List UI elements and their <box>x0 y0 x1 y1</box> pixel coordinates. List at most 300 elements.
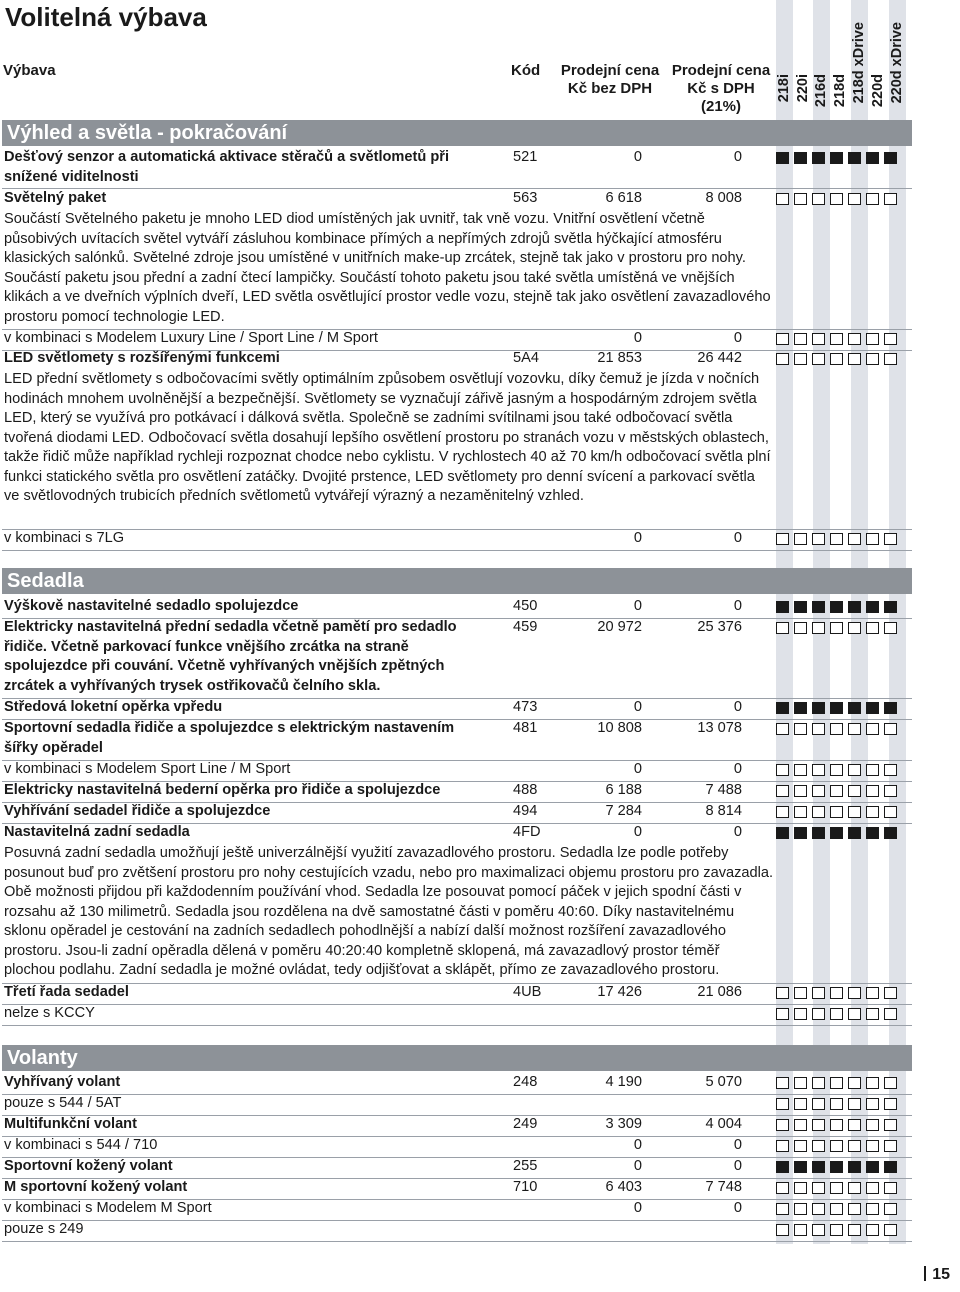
option-title: Nastavitelná zadní sedadla <box>4 824 190 840</box>
optional-equipment-box <box>776 723 789 735</box>
option-price1: 17 426 <box>597 984 642 1000</box>
standard-equipment-box <box>884 827 897 839</box>
optional-equipment-box <box>794 1140 807 1152</box>
option-title: Výškově nastavitelné sedadlo spolujezdce <box>4 598 299 614</box>
standard-equipment-box <box>866 1161 879 1173</box>
optional-equipment-box <box>866 333 879 345</box>
option-description: Posuvná zadní sedadla umožňují ještě univerzálnější využití zavazadlového prostoru. Sedadla lze podle potřeby posunout buď pro zvětšení prostoru pro nohy cestujících vzadu, nebo pro maximalizaci objemu prostoru pro zavazadla. Obě možnosti přijdou při každodenním používání vhod. Sedadla lze posouvat pomocí páček v jejich spodní části v rozsahu až 130 milimetrů. Sedadla jsou rozdělena na dvě samostatné části v poměru 40:60. Díky nastavitelnému sklonu opěradel je cestování na zadních sedadlech pohodlnější a nabízí další možnost rozšíření zavazadlového prostoru. Jsou-li zadní opěradla dělená v poměru 40:20:40 kompletně sklopená, má zavazadlový prostor téměř plochou podlahu. Zadní sedadla je možné ovládat, tedy odjišťovat a sklápět, přímo ze zavazadlového prostoru. <box>4 845 774 978</box>
optional-equipment-box <box>848 1140 861 1152</box>
optional-equipment-box <box>812 193 825 205</box>
option-price1: 0 <box>633 824 642 840</box>
standard-equipment-box <box>812 827 825 839</box>
option-price2: 0 <box>733 1158 742 1174</box>
optional-equipment-box <box>884 193 897 205</box>
option-row <box>2 823 912 984</box>
model-label: 218d xDrive <box>851 22 867 104</box>
optional-equipment-box <box>776 1140 789 1152</box>
option-price1: 21 853 <box>597 350 642 366</box>
option-title: Multifunkční volant <box>4 1116 137 1132</box>
optional-equipment-box <box>884 785 897 797</box>
option-title: v kombinaci s Modelem Sport Line / M Sport <box>4 761 291 777</box>
option-row <box>2 597 912 619</box>
page-number-text: 15 <box>932 1266 950 1283</box>
option-code: 4FD <box>513 824 541 840</box>
optional-equipment-box <box>848 533 861 545</box>
optional-equipment-box <box>812 333 825 345</box>
optional-equipment-box <box>794 622 807 634</box>
option-price1: 20 972 <box>597 619 642 635</box>
standard-equipment-box <box>794 601 807 613</box>
standard-equipment-box <box>848 601 861 613</box>
optional-equipment-box <box>884 1008 897 1020</box>
option-code: 473 <box>513 699 538 715</box>
availability-marks <box>776 353 902 365</box>
option-row <box>2 1115 912 1137</box>
option-price1: 6 188 <box>605 782 642 798</box>
optional-equipment-box <box>848 1077 861 1089</box>
optional-equipment-box <box>812 1203 825 1215</box>
option-row <box>2 148 912 189</box>
optional-equipment-box <box>812 806 825 818</box>
option-price2: 0 <box>733 1137 742 1153</box>
optional-equipment-box <box>776 1077 789 1089</box>
optional-equipment-box <box>830 785 843 797</box>
optional-equipment-box <box>884 1182 897 1194</box>
availability-marks <box>776 827 902 839</box>
option-title: v kombinaci s 7LG <box>4 530 125 546</box>
option-price2: 0 <box>733 1200 742 1216</box>
option-price2: 0 <box>733 330 742 346</box>
availability-marks <box>776 1098 902 1110</box>
option-code: 249 <box>513 1116 538 1132</box>
option-title: Elektricky nastavitelná přední sedadla včetně pamětí pro sedadlo řidiče. Včetně parkovací funkce vnějšího zrcátka na straně spolujezdce při couvání. Včetně vyhřívaných vnějších zpětných zrcátek a vyhřívaných trysek ostřikovačů čelního skla. <box>4 619 457 694</box>
option-code: 459 <box>513 619 538 635</box>
availability-marks <box>776 987 902 999</box>
optional-equipment-box <box>848 764 861 776</box>
option-price2: 7 488 <box>705 782 742 798</box>
option-price1: 4 190 <box>605 1074 642 1090</box>
optional-equipment-box <box>794 1182 807 1194</box>
optional-equipment-box <box>776 785 789 797</box>
header-vybava: Výbava <box>3 62 56 79</box>
optional-equipment-box <box>794 723 807 735</box>
optional-equipment-box <box>884 806 897 818</box>
standard-equipment-box <box>848 702 861 714</box>
optional-equipment-box <box>794 1224 807 1236</box>
optional-equipment-box <box>848 1182 861 1194</box>
section-header: Sedadla <box>2 568 912 594</box>
optional-equipment-box <box>776 1224 789 1236</box>
optional-equipment-box <box>776 333 789 345</box>
optional-equipment-box <box>848 333 861 345</box>
model-label: 218i <box>776 74 792 103</box>
optional-equipment-box <box>794 987 807 999</box>
model-label: 220d <box>870 74 886 108</box>
section-header: Volanty <box>2 1045 912 1071</box>
optional-equipment-box <box>848 806 861 818</box>
availability-marks <box>776 1161 902 1173</box>
optional-equipment-box <box>830 1077 843 1089</box>
option-price2: 0 <box>733 699 742 715</box>
standard-equipment-box <box>812 702 825 714</box>
standard-equipment-box <box>776 152 789 164</box>
option-price2: 26 442 <box>697 350 742 366</box>
optional-equipment-box <box>776 764 789 776</box>
standard-equipment-box <box>866 601 879 613</box>
optional-equipment-box <box>884 723 897 735</box>
option-row <box>2 698 912 720</box>
option-code: 5A4 <box>513 350 539 366</box>
option-row <box>2 1220 912 1242</box>
option-price2: 8 008 <box>705 190 742 206</box>
optional-equipment-box <box>848 1098 861 1110</box>
standard-equipment-box <box>830 152 843 164</box>
optional-equipment-box <box>866 1077 879 1089</box>
optional-equipment-box <box>884 353 897 365</box>
optional-equipment-box <box>794 1008 807 1020</box>
optional-equipment-box <box>830 1203 843 1215</box>
option-price2: 0 <box>733 149 742 165</box>
option-row <box>2 1199 912 1221</box>
option-row <box>2 618 912 699</box>
option-title: v kombinaci s Modelem M Sport <box>4 1200 212 1216</box>
optional-equipment-box <box>866 987 879 999</box>
option-price2: 25 376 <box>697 619 742 635</box>
option-row <box>2 1094 912 1116</box>
option-price2: 0 <box>733 824 742 840</box>
optional-equipment-box <box>884 1140 897 1152</box>
availability-marks <box>776 806 902 818</box>
option-price1: 0 <box>633 1200 642 1216</box>
option-code: 481 <box>513 720 538 736</box>
optional-equipment-box <box>884 1098 897 1110</box>
optional-equipment-box <box>848 353 861 365</box>
option-row <box>2 1157 912 1179</box>
option-description: Součástí Světelného paketu je mnoho LED diod umístěných jak uvnitř, tak vně vozu. Vnitřní osvětlení včetně působivých uvítacích světel vytváří zásluhou kombinace přímých a nepřímých zdrojů světla hýčkající atmosféru klasických salónků. Světelné zdroje jsou umístěné v unitřních make-up zrcátek, stejně tak jako v prostoru pro nohy. Součástí paketu jsou přední a zadní čtecí lampičky. Součástí tohoto paketu jsou také světla umístěná ve vnějších klikách a ve dveřních výplních dveří, LED světla osvětlující prostor vedle vozu, stejně tak jako osvětlení zavazadlového prostoru pomocí technologie LED. <box>4 211 771 325</box>
optional-equipment-box <box>848 987 861 999</box>
option-price2: 0 <box>733 761 742 777</box>
optional-equipment-box <box>812 353 825 365</box>
optional-equipment-box <box>830 1140 843 1152</box>
standard-equipment-box <box>830 1161 843 1173</box>
option-code: 488 <box>513 782 538 798</box>
model-label: 220i <box>795 74 811 103</box>
option-title: Světelný paket <box>4 190 107 206</box>
page-title: Volitelná výbava <box>5 2 207 32</box>
optional-equipment-box <box>812 1008 825 1020</box>
option-row <box>2 529 912 551</box>
optional-equipment-box <box>884 1119 897 1131</box>
availability-marks <box>776 152 902 164</box>
availability-marks <box>776 622 902 634</box>
optional-equipment-box <box>830 533 843 545</box>
option-code: 450 <box>513 598 538 614</box>
option-title: pouze s 249 <box>4 1221 84 1237</box>
standard-equipment-box <box>866 827 879 839</box>
availability-marks <box>776 533 902 545</box>
optional-equipment-box <box>830 1098 843 1110</box>
standard-equipment-box <box>812 1161 825 1173</box>
standard-equipment-box <box>848 827 861 839</box>
optional-equipment-box <box>866 1119 879 1131</box>
option-title: Sportovní sedadla řidiče a spolujezdce s elektrickým nastavením šířky opěradel <box>4 720 455 756</box>
option-price2: 21 086 <box>697 984 742 1000</box>
availability-marks <box>776 1224 902 1236</box>
option-price2: 0 <box>733 598 742 614</box>
optional-equipment-box <box>884 764 897 776</box>
optional-equipment-box <box>794 764 807 776</box>
option-price1: 0 <box>633 699 642 715</box>
option-price2: 8 814 <box>705 803 742 819</box>
optional-equipment-box <box>830 622 843 634</box>
optional-equipment-box <box>830 1119 843 1131</box>
standard-equipment-box <box>776 827 789 839</box>
option-title: LED světlomety s rozšířenými funkcemi <box>4 350 280 366</box>
optional-equipment-box <box>776 987 789 999</box>
option-code: 563 <box>513 190 538 206</box>
optional-equipment-box <box>884 533 897 545</box>
option-title: Vyhřívání sedadel řidiče a spolujezdce <box>4 803 271 819</box>
optional-equipment-box <box>884 333 897 345</box>
optional-equipment-box <box>812 1182 825 1194</box>
option-price1: 0 <box>633 1137 642 1153</box>
availability-marks <box>776 1119 902 1131</box>
optional-equipment-box <box>794 533 807 545</box>
standard-equipment-box <box>830 702 843 714</box>
optional-equipment-box <box>848 785 861 797</box>
model-label: 220d xDrive <box>889 22 905 104</box>
standard-equipment-box <box>776 1161 789 1173</box>
optional-equipment-box <box>812 1077 825 1089</box>
option-row <box>2 1178 912 1200</box>
standard-equipment-box <box>848 1161 861 1173</box>
optional-equipment-box <box>794 1203 807 1215</box>
option-price1: 7 284 <box>605 803 642 819</box>
standard-equipment-box <box>776 702 789 714</box>
optional-equipment-box <box>776 622 789 634</box>
optional-equipment-box <box>884 1203 897 1215</box>
optional-equipment-box <box>884 1077 897 1089</box>
option-price2: 0 <box>733 530 742 546</box>
optional-equipment-box <box>830 764 843 776</box>
option-title: v kombinaci s 544 / 710 <box>4 1137 158 1153</box>
optional-equipment-box <box>794 1098 807 1110</box>
model-label: 218d <box>832 74 848 108</box>
optional-equipment-box <box>812 533 825 545</box>
optional-equipment-box <box>866 1098 879 1110</box>
standard-equipment-box <box>866 702 879 714</box>
header-kod: Kód <box>511 62 541 79</box>
standard-equipment-box <box>776 601 789 613</box>
optional-equipment-box <box>848 1119 861 1131</box>
optional-equipment-box <box>848 193 861 205</box>
header-price-without-vat: Prodejní cena Kč bez DPH <box>560 62 660 97</box>
option-row <box>2 1136 912 1158</box>
model-label: 216d <box>813 74 829 108</box>
option-price1: 6 403 <box>605 1179 642 1195</box>
option-title: nelze s KCCY <box>4 1005 95 1021</box>
optional-equipment-box <box>776 193 789 205</box>
option-title: Sportovní kožený volant <box>4 1158 173 1174</box>
optional-equipment-box <box>866 1008 879 1020</box>
optional-equipment-box <box>794 1077 807 1089</box>
optional-equipment-box <box>776 1119 789 1131</box>
standard-equipment-box <box>812 152 825 164</box>
optional-equipment-box <box>794 806 807 818</box>
option-title: Elektricky nastavitelná bederní opěrka pro řidiče a spolujezdce <box>4 782 441 798</box>
optional-equipment-box <box>812 785 825 797</box>
optional-equipment-box <box>830 723 843 735</box>
standard-equipment-box <box>794 827 807 839</box>
optional-equipment-box <box>776 1008 789 1020</box>
optional-equipment-box <box>866 1140 879 1152</box>
option-title: Dešťový senzor a automatická aktivace stěračů a světlometů při snížené viditelnosti <box>4 149 450 185</box>
option-code: 255 <box>513 1158 538 1174</box>
availability-marks <box>776 193 902 205</box>
standard-equipment-box <box>866 152 879 164</box>
optional-equipment-box <box>866 1182 879 1194</box>
optional-equipment-box <box>776 1182 789 1194</box>
optional-equipment-box <box>848 622 861 634</box>
option-title: Vyhřívaný volant <box>4 1074 121 1090</box>
page-number-bar <box>924 1266 926 1281</box>
availability-marks <box>776 1140 902 1152</box>
option-row <box>2 760 912 782</box>
availability-marks <box>776 1077 902 1089</box>
standard-equipment-box <box>794 702 807 714</box>
optional-equipment-box <box>830 1224 843 1236</box>
optional-equipment-box <box>794 785 807 797</box>
optional-equipment-box <box>884 987 897 999</box>
optional-equipment-box <box>830 1182 843 1194</box>
standard-equipment-box <box>848 152 861 164</box>
optional-equipment-box <box>812 1224 825 1236</box>
optional-equipment-box <box>848 1008 861 1020</box>
optional-equipment-box <box>812 987 825 999</box>
option-price2: 7 748 <box>705 1179 742 1195</box>
optional-equipment-box <box>830 193 843 205</box>
standard-equipment-box <box>812 601 825 613</box>
option-price1: 0 <box>633 330 642 346</box>
optional-equipment-box <box>866 785 879 797</box>
availability-marks <box>776 1203 902 1215</box>
optional-equipment-box <box>848 1224 861 1236</box>
optional-equipment-box <box>866 764 879 776</box>
availability-marks <box>776 785 902 797</box>
option-row <box>2 1073 912 1095</box>
option-row <box>2 349 912 530</box>
availability-marks <box>776 333 902 345</box>
optional-equipment-box <box>830 333 843 345</box>
option-code: 4UB <box>513 984 542 1000</box>
option-row <box>2 802 912 824</box>
optional-equipment-box <box>866 1224 879 1236</box>
optional-equipment-box <box>776 806 789 818</box>
header-price-with-vat: Prodejní cena Kč s DPH (21%) <box>671 62 771 115</box>
option-title: v kombinaci s Modelem Luxury Line / Sport Line / M Sport <box>4 330 378 346</box>
optional-equipment-box <box>848 1203 861 1215</box>
availability-marks <box>776 702 902 714</box>
optional-equipment-box <box>794 353 807 365</box>
optional-equipment-box <box>830 987 843 999</box>
optional-equipment-box <box>866 723 879 735</box>
optional-equipment-box <box>776 533 789 545</box>
option-price1: 6 618 <box>605 190 642 206</box>
option-price2: 5 070 <box>705 1074 742 1090</box>
optional-equipment-box <box>812 723 825 735</box>
option-price1: 0 <box>633 1158 642 1174</box>
option-row <box>2 983 912 1005</box>
section-header: Výhled a světla - pokračování <box>2 120 912 146</box>
availability-marks <box>776 764 902 776</box>
option-row <box>2 1004 912 1026</box>
option-price1: 0 <box>633 761 642 777</box>
optional-equipment-box <box>812 1119 825 1131</box>
optional-equipment-box <box>812 622 825 634</box>
availability-marks <box>776 1182 902 1194</box>
availability-marks <box>776 723 902 735</box>
standard-equipment-box <box>884 601 897 613</box>
option-price2: 13 078 <box>697 720 742 736</box>
optional-equipment-box <box>794 193 807 205</box>
optional-equipment-box <box>812 764 825 776</box>
option-title: Třetí řada sedadel <box>4 984 129 1000</box>
standard-equipment-box <box>884 1161 897 1173</box>
optional-equipment-box <box>866 1203 879 1215</box>
optional-equipment-box <box>866 353 879 365</box>
option-price1: 3 309 <box>605 1116 642 1132</box>
optional-equipment-box <box>830 1008 843 1020</box>
optional-equipment-box <box>812 1098 825 1110</box>
standard-equipment-box <box>830 601 843 613</box>
standard-equipment-box <box>830 827 843 839</box>
standard-equipment-box <box>794 1161 807 1173</box>
optional-equipment-box <box>776 1098 789 1110</box>
option-code: 248 <box>513 1074 538 1090</box>
standard-equipment-box <box>794 152 807 164</box>
option-price1: 10 808 <box>597 720 642 736</box>
option-row <box>2 719 912 761</box>
optional-equipment-box <box>830 353 843 365</box>
option-code: 521 <box>513 149 538 165</box>
optional-equipment-box <box>794 1119 807 1131</box>
option-row <box>2 329 912 351</box>
option-description: LED přední světlomety s odbočovacími světly optimálním způsobem osvětlují vozovku, díky čemuž je jízda v nočních hodinách mnohem uvolněnější a bezpečnější. Světlomety se vyznačují zářivě jasným a hospodárným zdrojem světla LED, který se využívá pro potkávací i dálková světla. Společně se zadními svítilnami jsou také odbočovací světla tvořená diodami LED. Odbočovací světla dosahují lepšího osvětlení prostoru po stranách vozu v městských oblastech, takže řidič může například rychleji rozpoznat chodce nebo cyklistu. V rychlostech 40 až 70 km/h odbočovací světla plní funkci statického světla pro osvětlení zatáčky. Dvojité prstence, LED světlomety pro denní svícení a parkovací světla ve světlovodných trubicích předních světlometů vytvářejí výrazný a nezaměnitelný vzhled. <box>4 371 771 504</box>
standard-equipment-box <box>884 702 897 714</box>
optional-equipment-box <box>884 1224 897 1236</box>
availability-marks <box>776 1008 902 1020</box>
optional-equipment-box <box>866 622 879 634</box>
optional-equipment-box <box>866 806 879 818</box>
optional-equipment-box <box>848 723 861 735</box>
option-price1: 0 <box>633 598 642 614</box>
option-price1: 0 <box>633 530 642 546</box>
optional-equipment-box <box>830 806 843 818</box>
option-price2: 4 004 <box>705 1116 742 1132</box>
option-title: M sportovní kožený volant <box>4 1179 188 1195</box>
option-price1: 0 <box>633 149 642 165</box>
option-row <box>2 781 912 803</box>
optional-equipment-box <box>794 333 807 345</box>
page-number <box>924 1266 950 1284</box>
optional-equipment-box <box>866 193 879 205</box>
option-code: 494 <box>513 803 538 819</box>
optional-equipment-box <box>776 353 789 365</box>
standard-equipment-box <box>884 152 897 164</box>
optional-equipment-box <box>776 1203 789 1215</box>
optional-equipment-box <box>884 622 897 634</box>
optional-equipment-box <box>866 533 879 545</box>
